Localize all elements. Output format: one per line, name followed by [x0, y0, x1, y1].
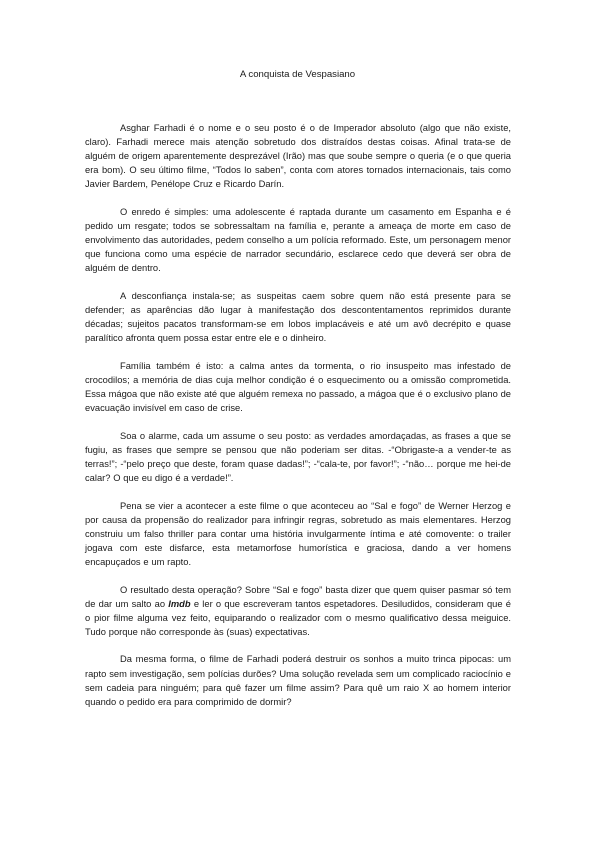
paragraph-4: Família também é isto: a calma antes da tormenta, o rio insuspeito mas infestado de crocodilos; a memória de dias cuja melhor condição é o esquecimento ou a omissão comprometida. Essa mágoa que não existe até que alguém remexa no passado, a mágoa que é o exclusivo plano de evacuação invisível em caso de crise. [85, 360, 511, 414]
paragraph-8: Da mesma forma, o filme de Farhadi poderá destruir os sonhos a muito trinca pipocas: um rapto sem investigação, sem polícias durões? Uma solução revelada sem um complicado raciocínio e sem cadeia para ninguém; para quê fazer um filme assim? Para quê um raio X ao homem interior quando o pedido era para comprimido de dormir? [85, 654, 511, 707]
paragraph-7-after: e ler o que escreveram tantos espetadores. Desiludidos, consideram que é o pior filme alguma vez feito, equiparando o realizador com o mesmo qualificativo dessa meiguice. Tudo porque não corresponde às (suas) expectativas. [85, 598, 511, 637]
document-title: A conquista de Vespasiano [239, 69, 356, 80]
imdb-emphasis: Imdb [168, 598, 191, 609]
paragraph-5: Soa o alarme, cada um assume o seu posto: as verdades amordaçadas, as frases a que se fugiu, as frases que sempre se pensou que não poderiam ser ditas. -“Obrigaste-a a vender-te as terras!”; -“pelo preço que deste, foram quase dadas!”; -“cala-te, por favor!”; -“não… porque me hei-de calar? O que eu digo é a verdade!”. [85, 430, 511, 483]
paragraph-2: O enredo é simples: uma adolescente é raptada durante um casamento em Espanha e é pedido um resgate; todos se sobressaltam na família e, perante a ameaça de morte em caso de envolvimento das autoridades, pedem conselho a um polícia reformado. Este, um personagem menor que funciona como uma espécie de narrador secundário, esclarece cedo que deverá ser obra de alguém de dentro. [85, 206, 511, 274]
paragraph-6: Pena se vier a acontecer a este filme o que aconteceu ao “Sal e fogo” de Werner Herzog e por causa da propensão do realizador para infringir regras, sobretudo as mais elementares. Herzog construiu um falso thriller para contar uma história invulgarmente íntima e até comovente: o trailer jogava com este disfarce, esta metamorfose humorística e graciosa, dando a ver homens encapuçados e um rapto. [85, 500, 511, 567]
document-body [85, 121, 511, 722]
paragraph-1: Asghar Farhadi é o nome e o seu posto é o de Imperador absoluto (algo que não existe, claro). Farhadi merece mais atenção sobretudo dos distraídos destas coisas. Afinal trata-se de alguém de origem aparentemente desprezável (Irão) mas que soube sempre o queria (e o que queria era bom). O seu último filme, “Todos lo saben”, conta com atores tornados internacionais, tais como Javier Bardem, Penélope Cruz e Ricardo Darín. [85, 123, 511, 190]
paragraph-7 [85, 583, 511, 639]
paragraph-7-before: O resultado desta operação? Sobre “Sal e fogo” basta dizer que quem quiser pasmar só tem de dar um salto ao [85, 584, 511, 609]
paragraph-3: A desconfiança instala-se; as suspeitas caem sobre quem não está presente para se defender; as aparências dão lugar à manifestação dos descontentamentos reprimidos durante décadas; sujeitos pacatos transformam-se em lobos implacáveis e até um avô decrépito e quase paralítico afronta quem possa estar entre ele e o dinheiro. [85, 290, 511, 344]
